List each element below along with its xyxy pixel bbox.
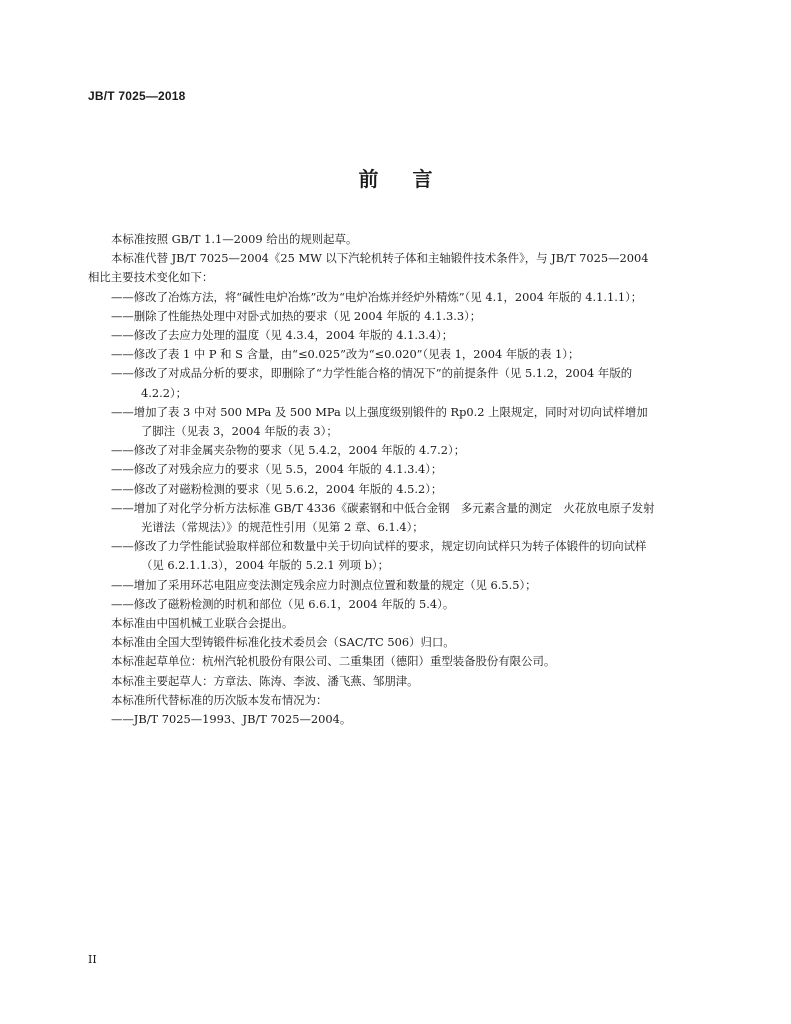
change-item: ——修改了冶炼方法，将“碱性电炉冶炼”改为“电炉冶炼并经炉外精炼”（见 4.1，2004 年版的 4.1.1.1）； bbox=[111, 289, 643, 304]
foreword-body bbox=[88, 230, 658, 729]
change-item: ——修改了力学性能试验取样部位和数量中关于切向试样的要求，规定切向试样只为转子体锻件的切向试样（见 6.2.1.1.3），2004 年版的 5.2.1 列项 b）； bbox=[111, 539, 647, 573]
change-item: ——增加了采用环芯电阻应变法测定残余应力时测点位置和数量的规定（见 6.5.5）； bbox=[111, 577, 537, 592]
intro-paragraph: 本标准按照 GB/T 1.1—2009 给出的规则起草。 bbox=[111, 232, 358, 246]
change-item: ——修改了对磁粉检测的要求（见 5.6.2，2004 年版的 4.5.2）； bbox=[111, 481, 443, 496]
page-title bbox=[0, 163, 791, 192]
change-item: ——修改了对成品分析的要求，即删除了“力学性能合格的情况下”的前提条件（见 5.1.2，2004 年版的 4.2.2）； bbox=[111, 366, 636, 400]
outro-paragraph: 本标准所代替标准的历次版本发布情况为： bbox=[111, 692, 328, 707]
outro-paragraph: 本标准起草单位：杭州汽轮机股份有限公司、二重集团（德阳）重型装备股份有限公司。 bbox=[111, 654, 556, 669]
change-item: ——修改了对残余应力的要求（见 5.5，2004 年版的 4.1.3.4）； bbox=[111, 462, 443, 477]
change-item: ——增加了表 3 中对 500 MPa 及 500 MPa 以上强度级别锻件的 Rp0.2 上限规定，同时对切向试样增加了脚注（见表 3，2004 年版的表 3）； bbox=[111, 404, 648, 439]
change-item: ——修改了磁粉检测的时机和部位（见 6.6.1，2004 年版的 5.4）。 bbox=[111, 596, 455, 611]
change-item: ——增加了对化学分析方法标准 GB/T 4336《碳素钢和中低合金钢 多元素含量的测定 火花放电原子发射光谱法（常规法）》的规范性引用（见第 2 章、6.1.4）； bbox=[111, 500, 655, 535]
outro-paragraph: 本标准由中国机械工业联合会提出。 bbox=[111, 616, 294, 631]
title-char-2: 言 bbox=[412, 167, 433, 191]
outro-paragraph: 本标准由全国大型铸锻件标准化技术委员会（SAC/TC 506）归口。 bbox=[111, 635, 455, 650]
change-item: ——删除了性能热处理中对卧式加热的要求（见 2004 年版的 4.1.3.3）； bbox=[111, 308, 482, 323]
title-char-1: 前 bbox=[358, 167, 379, 191]
change-item: ——修改了表 1 中 P 和 S 含量，由“≤0.025”改为“≤0.020”（见表 1，2004 年版的表 1）； bbox=[111, 347, 580, 362]
change-item: ——修改了去应力处理的温度（见 4.3.4，2004 年版的 4.1.3.4）； bbox=[111, 328, 454, 343]
outro-paragraph: 本标准主要起草人：方章法、陈涛、李波、潘飞燕、邹朋津。 bbox=[111, 673, 419, 688]
history-item: ——JB/T 7025—1993、JB/T 7025—2004。 bbox=[111, 712, 352, 727]
standard-code: JB/T 7025—2018 bbox=[88, 89, 186, 103]
page-number: II bbox=[88, 953, 97, 966]
intro-paragraph: 本标准代替 JB/T 7025—2004《25 MW 以下汽轮机转子体和主轴锻件技术条件》，与 JB/T 7025—2004 相比主要技术变化如下： bbox=[88, 251, 653, 285]
change-item: ——修改了对非金属夹杂物的要求（见 5.4.2，2004 年版的 4.7.2）； bbox=[111, 443, 466, 458]
